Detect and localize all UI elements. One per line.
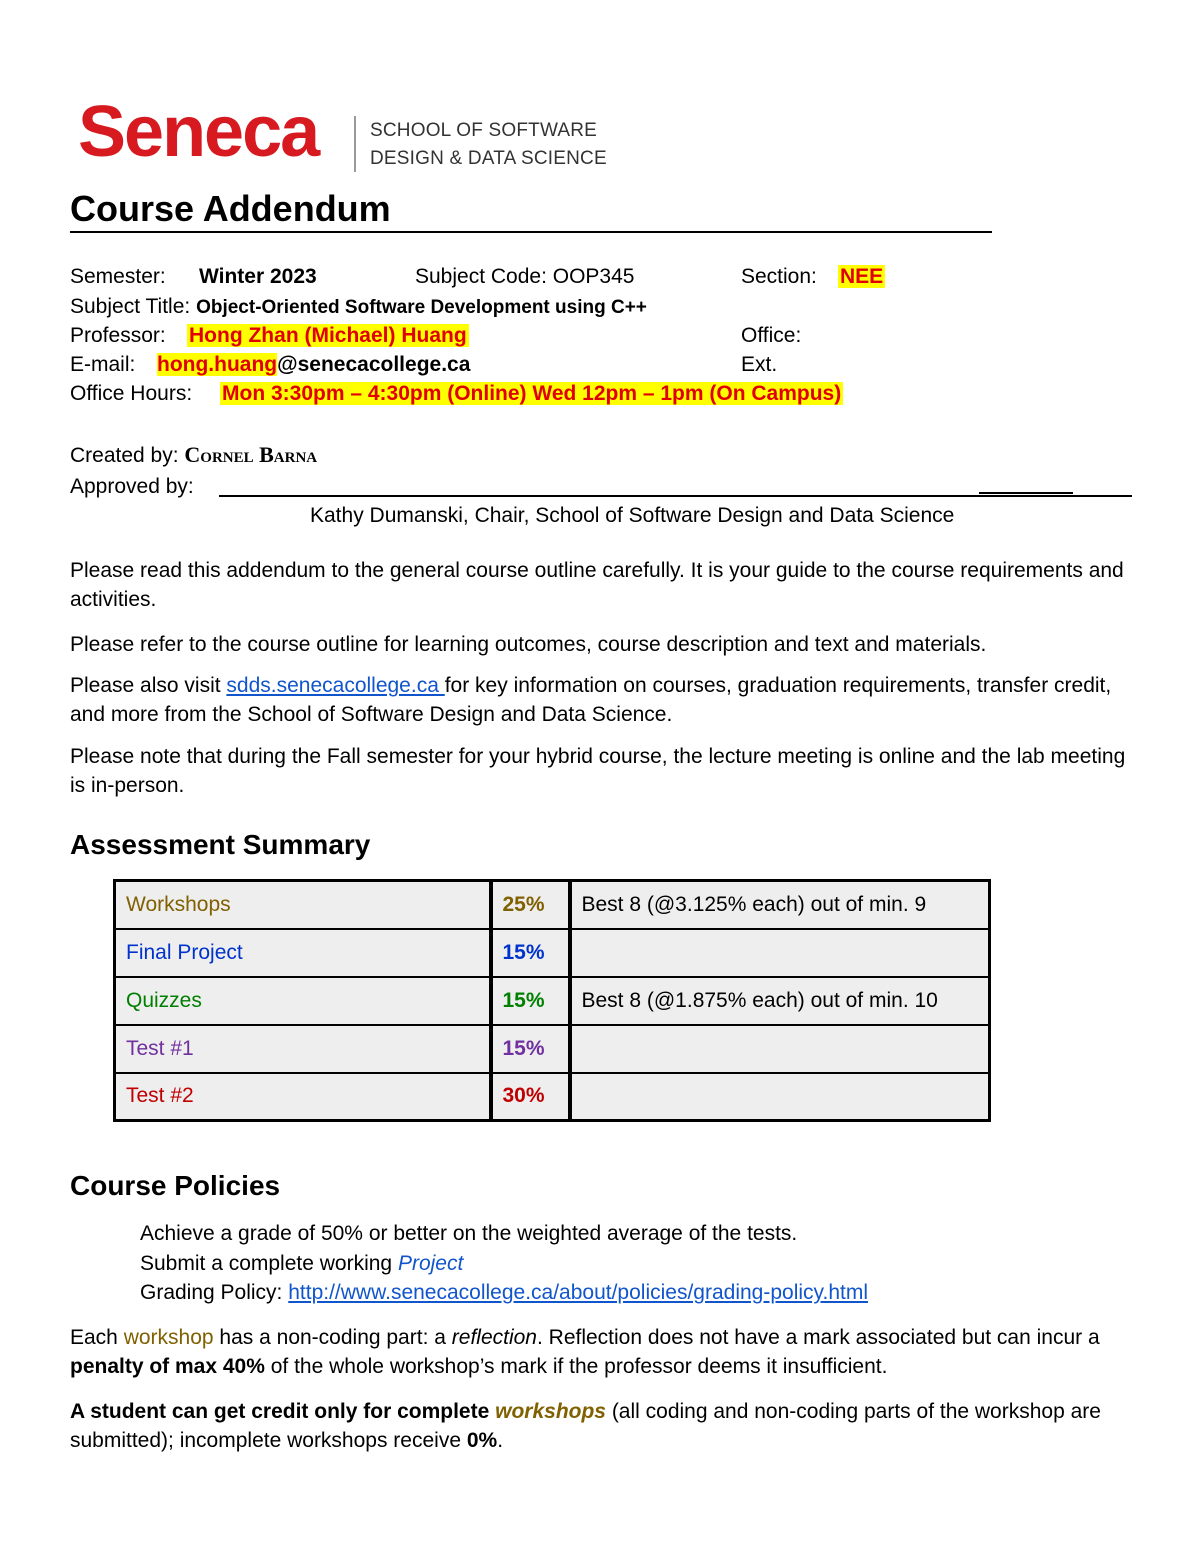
intro-paragraph: Please read this addendum to the general course outline carefully. It is your guide to the course requirements and activities. [70,559,1124,611]
assessment-name: Test #2 [115,1073,491,1121]
seneca-logo: Seneca [78,92,319,172]
assessment-name: Workshops [115,881,491,929]
subject-title-label: Subject Title: [70,295,191,318]
policies-list [104,1219,868,1308]
table-row [115,929,990,977]
table-row [115,977,990,1025]
assessment-note [570,1073,990,1121]
outline-paragraph: Please refer to the course outline for learning outcomes, course description and text and materials. [70,633,987,656]
page-title: Course Addendum [70,188,391,229]
logo-subtitle-line1: SCHOOL OF SOFTWARE [370,120,598,141]
assessment-note [570,1025,990,1073]
visit-paragraph: Please also visit sdds.senecacollege.ca for key information on courses, graduation requirements, transfer credit, and more from the School of Software Design and Data Science. [70,674,1112,726]
hybrid-paragraph: Please note that during the Fall semester for your hybrid course, the lecture meeting is online and the lab meeting is in-person. [70,745,1126,797]
email-user: hong.huang [157,353,278,376]
reflection-paragraph: Each workshop has a non-coding part: a reflection. Reflection does not have a mark associated but can incur a penalty of max 40% of the whole workshop’s mark if the professor deems it insufficient. [70,1326,1100,1378]
assessment-name: Quizzes [115,977,491,1025]
table-row [115,1073,990,1121]
list-item: Achieve a grade of 50% or better on the weighted average of the tests. [140,1222,798,1245]
list-item: Submit a complete working Project [140,1251,464,1275]
assessment-name: Final Project [115,929,491,977]
assessment-note: Best 8 (@3.125% each) out of min. 9 [570,881,990,929]
semester-label: Semester: [70,265,166,288]
created-by-value: Cornel Barna [184,442,318,467]
assessment-weight: 15% [491,1025,570,1073]
professor-value: Hong Zhan (Michael) Huang [189,324,467,347]
assessment-note [570,929,990,977]
title-underline [70,231,992,233]
grading-policy-link[interactable]: http://www.senecacollege.ca/about/policies/grading-policy.html [288,1281,868,1304]
assessment-note: Best 8 (@1.875% each) out of min. 10 [570,977,990,1025]
logo-divider [354,116,356,172]
section-label: Section: [741,265,817,288]
list-item: Grading Policy: http://www.senecacollege.ca/about/policies/grading-policy.html [140,1281,868,1304]
professor-label: Professor: [70,324,166,347]
assessment-heading: Assessment Summary [70,829,371,860]
office-hours-value: Mon 3:30pm – 4:30pm (Online) Wed 12pm – 1pm (On Campus) [222,382,842,405]
semester-value: Winter 2023 [199,265,317,288]
assessment-weight: 30% [491,1073,570,1121]
subject-title-value: Object-Oriented Software Development using C++ [196,297,647,318]
approval-signature-mark [979,492,1073,494]
policies-heading: Course Policies [70,1170,281,1201]
office-hours-label: Office Hours: [70,382,193,405]
assessment-name: Test #1 [115,1025,491,1073]
ext-label: Ext. [741,353,778,376]
table-row [115,881,990,929]
created-by-label: Created by: [70,444,179,467]
sdds-link[interactable]: sdds.senecacollege.ca [226,674,445,697]
email-label: E-mail: [70,353,136,376]
email-value[interactable] [157,354,470,375]
assessment-weight: 15% [491,929,570,977]
section-value: NEE [840,265,884,288]
approver-name: Kathy Dumanski, Chair, School of Software Design and Data Science [310,504,955,527]
assessment-weight: 25% [491,881,570,929]
email-domain: @senecacollege.ca [277,353,471,376]
project-emphasis: Project [397,1251,464,1275]
approved-by-label: Approved by: [70,475,194,498]
assessment-weight: 15% [491,977,570,1025]
office-label: Office: [741,324,802,347]
approval-signature-line [219,495,1132,497]
table-row [115,1025,990,1073]
subject-code: Subject Code: OOP345 [415,265,635,288]
credit-paragraph: A student can get credit only for complete workshops (all coding and non-coding parts of the workshop are submitted); incomplete workshops receive 0%. [70,1400,1101,1452]
assessment-table [113,879,991,1122]
logo-subtitle-line2: DESIGN & DATA SCIENCE [370,148,607,169]
